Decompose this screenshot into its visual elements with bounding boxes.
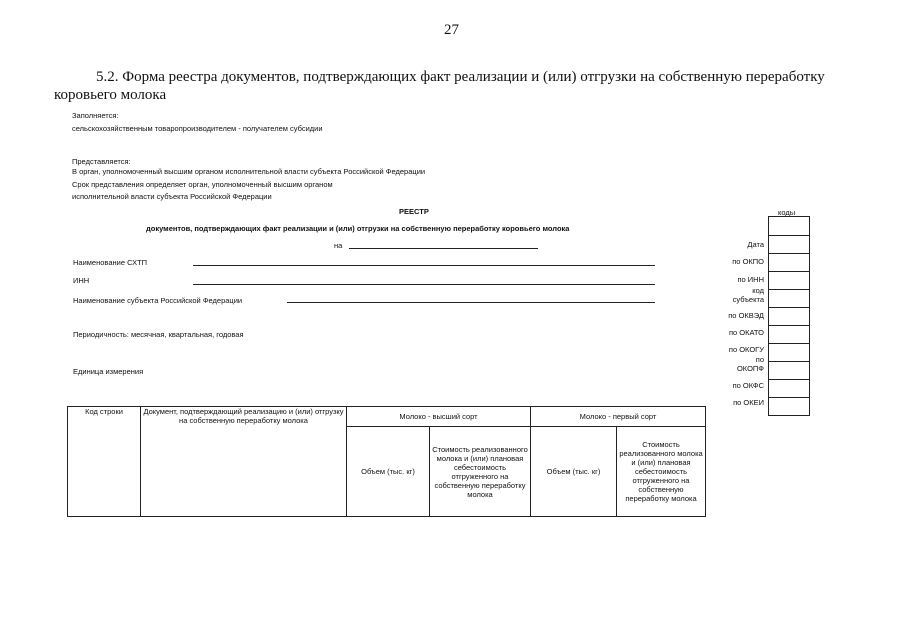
registry-subtitle: документов, подтверждающих факт реализации и (или) отгрузки на собственную переработку коровьего молока bbox=[146, 224, 570, 233]
header-high-grade: Молоко - высший сорт bbox=[347, 407, 531, 427]
submitted-label: Представляется: bbox=[72, 157, 131, 166]
codes-cell bbox=[769, 217, 809, 236]
header-document: Документ, подтверждающий реализацию и (или) отгрузку на собственную переработку молока bbox=[141, 407, 347, 517]
code-label-okpo: по ОКПО bbox=[732, 257, 764, 266]
codes-cell bbox=[769, 398, 809, 416]
codes-box bbox=[768, 216, 810, 416]
code-label-okfs: по ОКФС bbox=[732, 381, 764, 390]
filled-by-label: Заполняется: bbox=[72, 111, 119, 120]
section-heading: 5.2. Форма реестра документов, подтверждающих факт реализации и (или) отгрузки на собственную переработку коровьего молока bbox=[54, 69, 825, 103]
inn-label: ИНН bbox=[73, 276, 90, 285]
code-label-okogu: по ОКОГУ bbox=[728, 345, 764, 354]
codes-cell bbox=[769, 326, 809, 344]
code-label-okei: по ОКЕИ bbox=[733, 398, 764, 407]
unit-label: Единица измерения bbox=[73, 367, 144, 376]
code-label-okato: по ОКАТО bbox=[728, 328, 764, 337]
code-label-inn: по ИНН bbox=[737, 275, 764, 284]
page-number: 27 bbox=[444, 22, 459, 38]
codes-cell bbox=[769, 272, 809, 290]
subject-label: Наименование субъекта Российской Федерации bbox=[73, 296, 243, 305]
code-label-okved: по ОКВЭД bbox=[728, 311, 764, 320]
header-cost-first: Стоимость реализованного молока и (или) плановая себестоимость отгруженного на собственную переработку молока bbox=[617, 427, 706, 517]
codes-cell bbox=[769, 290, 809, 308]
submitted-line-2: Срок представления определяет орган, уполномоченный высшим органом bbox=[72, 180, 333, 189]
codes-cell bbox=[769, 308, 809, 326]
header-first-grade: Молоко - первый сорт bbox=[531, 407, 706, 427]
header-code: Код строки bbox=[68, 407, 141, 517]
name-line bbox=[193, 265, 655, 266]
header-cost-high: Стоимость реализованного молока и (или) плановая себестоимость отгруженного на собственную переработку молока bbox=[430, 427, 531, 517]
codes-cell bbox=[769, 380, 809, 398]
header-volume-high: Объем (тыс. кг) bbox=[347, 427, 430, 517]
code-label-okopf: по ОКОПФ bbox=[736, 355, 764, 373]
codes-cell bbox=[769, 344, 809, 362]
registry-table bbox=[67, 406, 706, 517]
codes-header: коды bbox=[778, 208, 796, 217]
codes-cell bbox=[769, 362, 809, 380]
inn-line bbox=[193, 284, 655, 285]
code-label-subject: код субъекта bbox=[732, 286, 764, 304]
registry-date-line bbox=[349, 248, 538, 249]
code-label-date: Дата bbox=[747, 240, 764, 249]
submitted-line-1: В орган, уполномоченный высшим органом исполнительной власти субъекта Российской Федерации bbox=[72, 167, 426, 176]
codes-cell bbox=[769, 236, 809, 254]
periodicity: Периодичность: месячная, квартальная, годовая bbox=[73, 330, 244, 339]
header-volume-first: Объем (тыс. кг) bbox=[531, 427, 617, 517]
registry-title: РЕЕСТР bbox=[399, 207, 429, 216]
name-label: Наименование СХТП bbox=[73, 258, 148, 267]
codes-cell bbox=[769, 254, 809, 272]
filled-by-value: сельскохозяйственным товаропроизводителем - получателем субсидии bbox=[72, 124, 323, 133]
subject-line bbox=[287, 302, 655, 303]
registry-on-label: на bbox=[334, 241, 343, 250]
submitted-line-3: исполнительной власти субъекта Российской Федерации bbox=[72, 192, 272, 201]
